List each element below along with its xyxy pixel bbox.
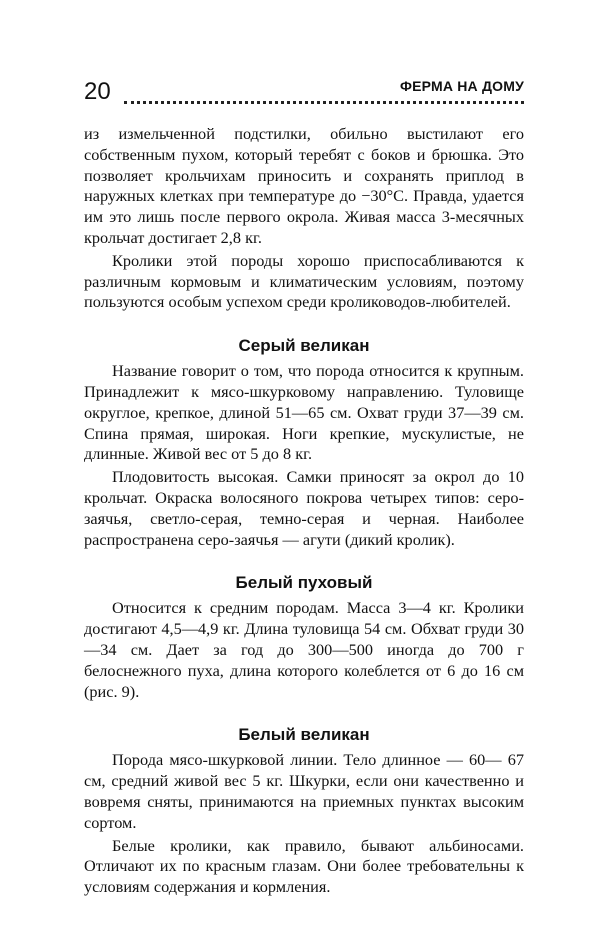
paragraph: из измельченной подстилки, обильно выстилают его собственным пухом, который теребят с боков и брюшка. Это позволяет крольчихам приносить и сохранять приплод в наружных клетках при температуре до −30°С. Правда, удается им это лишь после первого окрола. Живая масса 3-месячных крольчат достигает 2,8 кг.	[84, 124, 524, 247]
paragraph: Кролики этой породы хорошо приспосабливаются к различным кормовым и климатическим условиям, поэтому пользуются особым успехом среди кролиководов-любителей.	[84, 250, 524, 312]
header-rule	[124, 101, 524, 104]
section-heading: Белый пуховый	[235, 573, 373, 593]
section-heading: Серый великан	[238, 336, 370, 356]
section-heading: Белый великан	[238, 725, 370, 745]
running-title: ФЕРМА НА ДОМУ	[399, 78, 524, 94]
page-number: 20	[84, 78, 111, 105]
paragraph: Название говорит о том, что порода относится к крупным. Принадлежит к мясо-шкурковому направлению. Туловище округлое, крепкое, длиной 51—65 см. Охват груди 37—39 см. Спина прямая, широкая. Ноги крепкие, мускулистые, не длинные. Живой вес от 5 до 8 кг.	[84, 361, 524, 464]
paragraph: Относится к средним породам. Масса 3—4 кг. Кролики достигают 4,5—4,9 кг. Длина туловища 54 см. Обхват груди 30—34 см. Дает за год до 300—500 иногда до 700 г белоснежного пуха, длина которого колеблется от 6 до 16 см (рис. 9).	[84, 598, 524, 701]
page-body	[84, 124, 524, 898]
paragraph: Белые кролики, как правило, бывают альбиносами. Отличают их по красным глазам. Они более требовательны к условиям содержания и кормления.	[84, 835, 524, 897]
paragraph: Порода мясо-шкурковой линии. Тело длинное — 60— 67 см, средний живой вес 5 кг. Шкурки, если они качественно и вовремя сняты, принимаются на приемных пунктах высоким сортом.	[84, 750, 524, 832]
page-header	[84, 74, 524, 110]
paragraph: Плодовитость высокая. Самки приносят за окрол до 10 крольчат. Окраска волосяного покрова четырех типов: серо-заячья, светло-серая, темно-серая и черная. Наиболее распространена серо-заячья — агути (дикий кролик).	[84, 467, 524, 549]
